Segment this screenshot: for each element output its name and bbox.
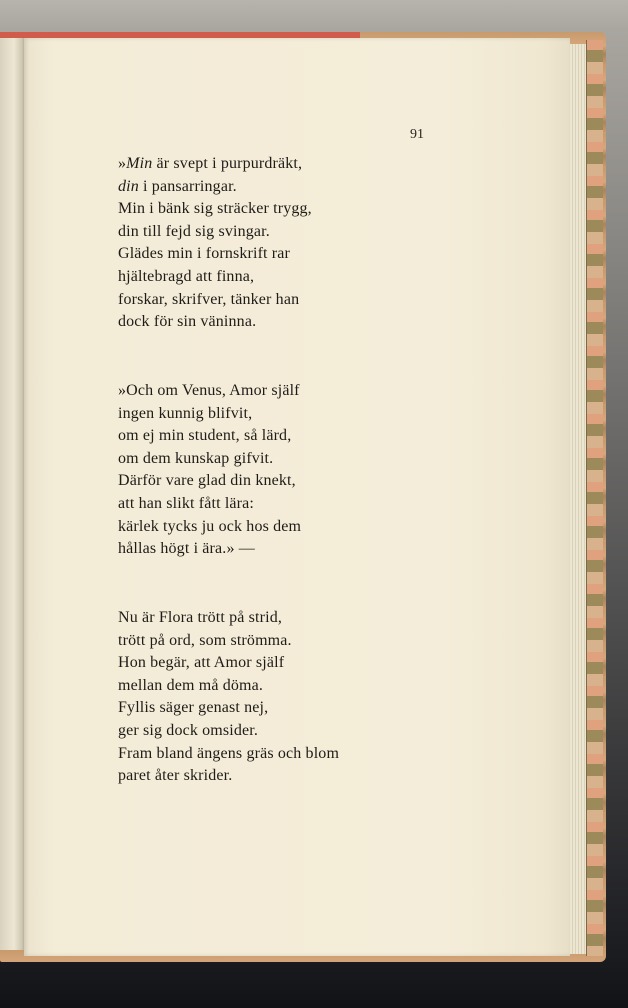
poem-line: Nu är Flora trött på strid, xyxy=(118,609,283,626)
poem-line: trött på ord, som strömma. xyxy=(118,631,292,649)
poem-line: att han slikt fått lära: xyxy=(118,494,254,512)
facing-page-edge xyxy=(0,38,24,950)
poem-line: kärlek tycks ju ock hos dem xyxy=(118,517,302,535)
poem-line: »Och om Venus, Amor själf xyxy=(118,382,300,399)
poem-line: Fram bland ängens gräs och blom xyxy=(118,744,340,762)
poem-line: Glädes min i fornskrift rar xyxy=(118,245,291,263)
poem-line: dock för sin väninna. xyxy=(118,313,257,331)
stanza-2 xyxy=(118,380,301,561)
poem-line: din i pansarringar. xyxy=(118,177,237,195)
poem-line: forskar, skrifver, tänker han xyxy=(118,290,300,308)
stanza-3 xyxy=(118,607,339,788)
poem-line: din till fejd sig svingar. xyxy=(118,222,270,240)
poem-line: ger sig dock omsider. xyxy=(118,721,259,739)
poem-line: om ej min student, så lärd, xyxy=(118,427,292,445)
poem-line: Hon begär, att Amor själf xyxy=(118,654,285,672)
poem-line: hållas högt i ära.» — xyxy=(118,540,255,558)
poem-line: hjältebragd att finna, xyxy=(118,267,255,285)
poem-line: Därför vare glad din knekt, xyxy=(118,472,296,490)
poem-line: ingen kunnig blifvit, xyxy=(118,404,253,422)
poem-line: om dem kunskap gifvit. xyxy=(118,449,274,467)
poem-line: mellan dem må döma. xyxy=(118,676,264,694)
poem-line: »Min är svept i purpurdräkt, xyxy=(118,155,303,172)
page-number: 91 xyxy=(410,127,424,142)
page-stack-edges xyxy=(570,44,586,954)
poem-line: Fyllis säger genast nej, xyxy=(118,699,269,717)
stanza-1 xyxy=(118,153,312,334)
poem-line: Min i bänk sig sträcker trygg, xyxy=(118,200,312,218)
poem-line: paret åter skrider. xyxy=(118,767,233,785)
cover-pattern-edge xyxy=(586,40,603,956)
